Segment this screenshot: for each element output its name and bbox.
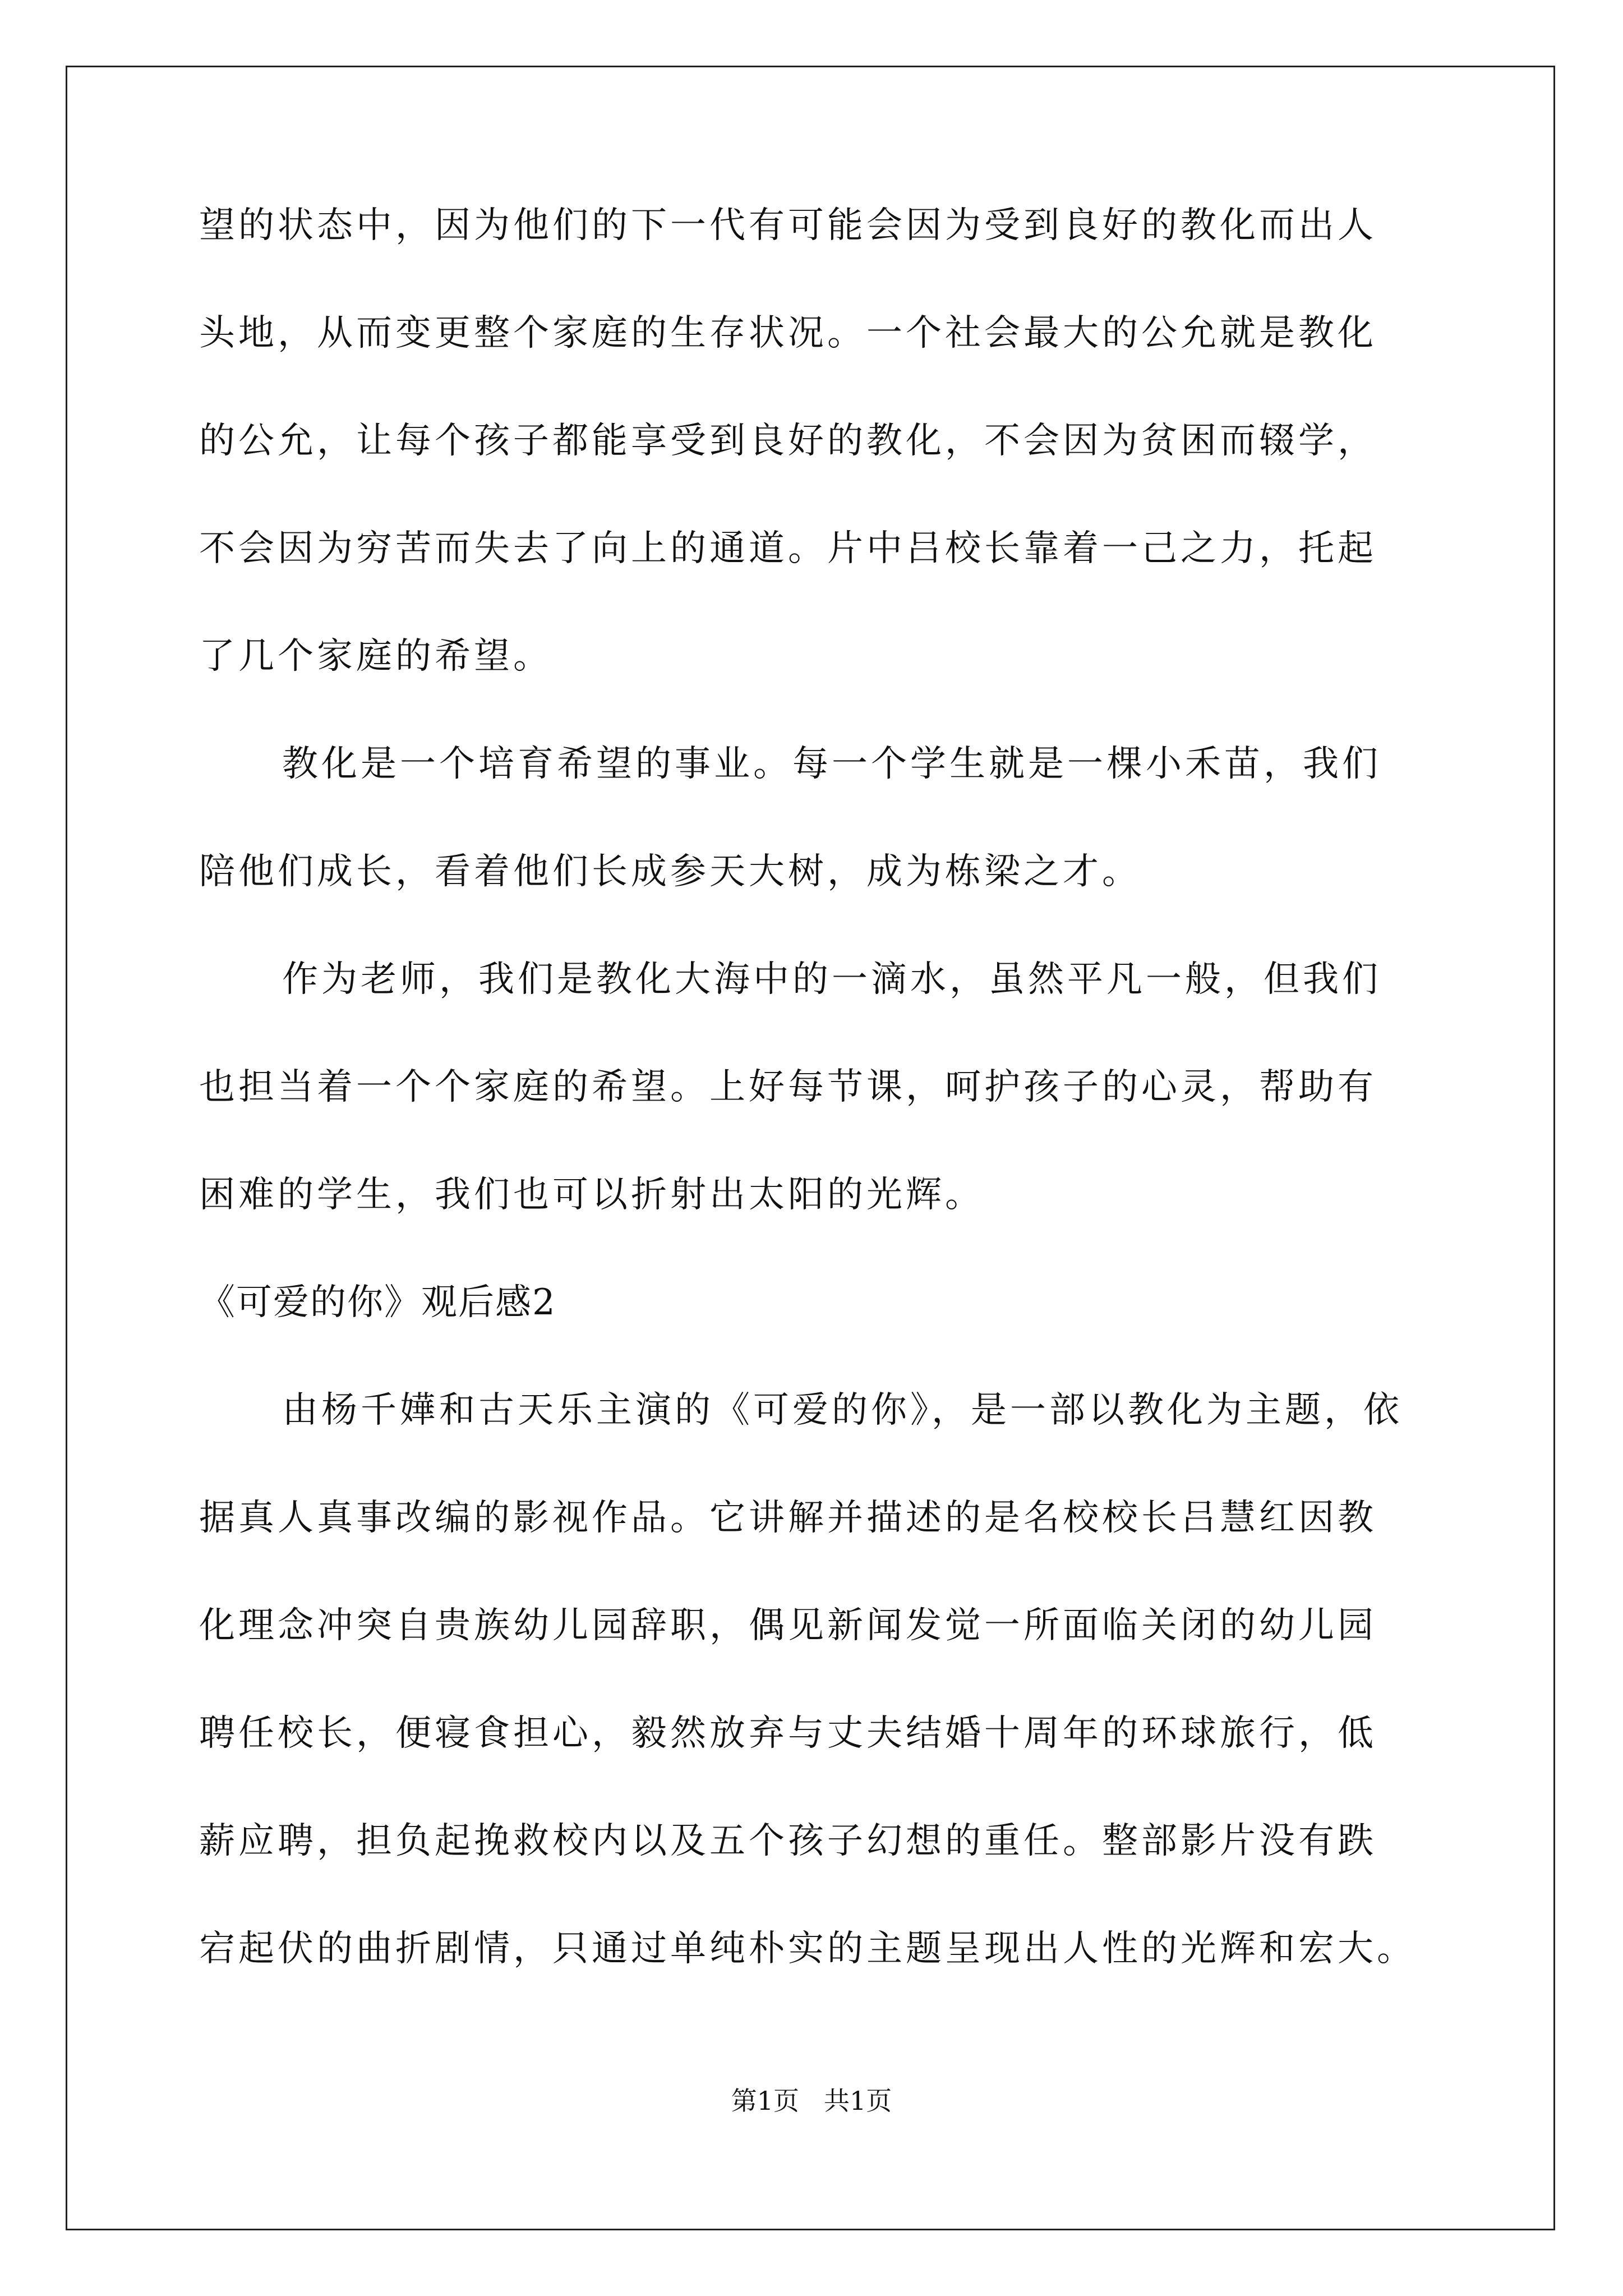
text-line: 的公允，让每个孩子都能享受到良好的教化，不会因为贫困而辍学， xyxy=(199,420,1377,462)
page-total: 共1页 xyxy=(824,2086,892,2116)
text-line: 宕起伏的曲折剧情，只通过单纯朴实的主题呈现出人性的光辉和宏大。 xyxy=(199,1928,1416,1970)
text-line: 困难的学生，我们也可以折射出太阳的光辉。 xyxy=(199,1174,984,1216)
section-heading: 《可爱的你》观后感2 xyxy=(199,1282,556,1323)
text-line: 也担当着一个个家庭的希望。上好每节课，呵护孩子的心灵，帮助有 xyxy=(199,1066,1377,1108)
text-line: 化理念冲突自贵族幼儿园辞职，偶见新闻发觉一所面临关闭的幼儿园 xyxy=(199,1605,1377,1646)
text-line: 教化是一个培育希望的事业。每一个学生就是一棵小禾苗，我们 xyxy=(282,743,1381,785)
page-number: 第1页 xyxy=(731,2086,799,2116)
text-line: 薪应聘，担负起挽救校内以及五个孩子幻想的重任。整部影片没有跌 xyxy=(199,1820,1377,1862)
text-line: 由杨千嬅和古天乐主演的《可爱的你》，是一部以教化为主题，依 xyxy=(282,1389,1403,1431)
text-line: 了几个家庭的希望。 xyxy=(199,636,552,677)
text-line: 陪他们成长，看着他们长成参天大树，成为栋梁之才。 xyxy=(199,851,1141,892)
document-body xyxy=(199,205,1438,2039)
page-footer xyxy=(0,2087,1623,2115)
text-line: 不会因为穷苦而失去了向上的通道。片中吕校长靠着一己之力，托起 xyxy=(199,528,1377,569)
text-line: 聘任校长，便寝食担心，毅然放弃与丈夫结婚十周年的环球旅行，低 xyxy=(199,1713,1377,1754)
text-line: 望的状态中，因为他们的下一代有可能会因为受到良好的教化而出人 xyxy=(199,205,1377,246)
text-line: 作为老师，我们是教化大海中的一滴水，虽然平凡一般，但我们 xyxy=(282,959,1381,1000)
text-line: 据真人真事改编的影视作品。它讲解并描述的是名校校长吕慧红因教 xyxy=(199,1497,1377,1539)
text-line: 头地，从而变更整个家庭的生存状况。一个社会最大的公允就是教化 xyxy=(199,312,1377,354)
